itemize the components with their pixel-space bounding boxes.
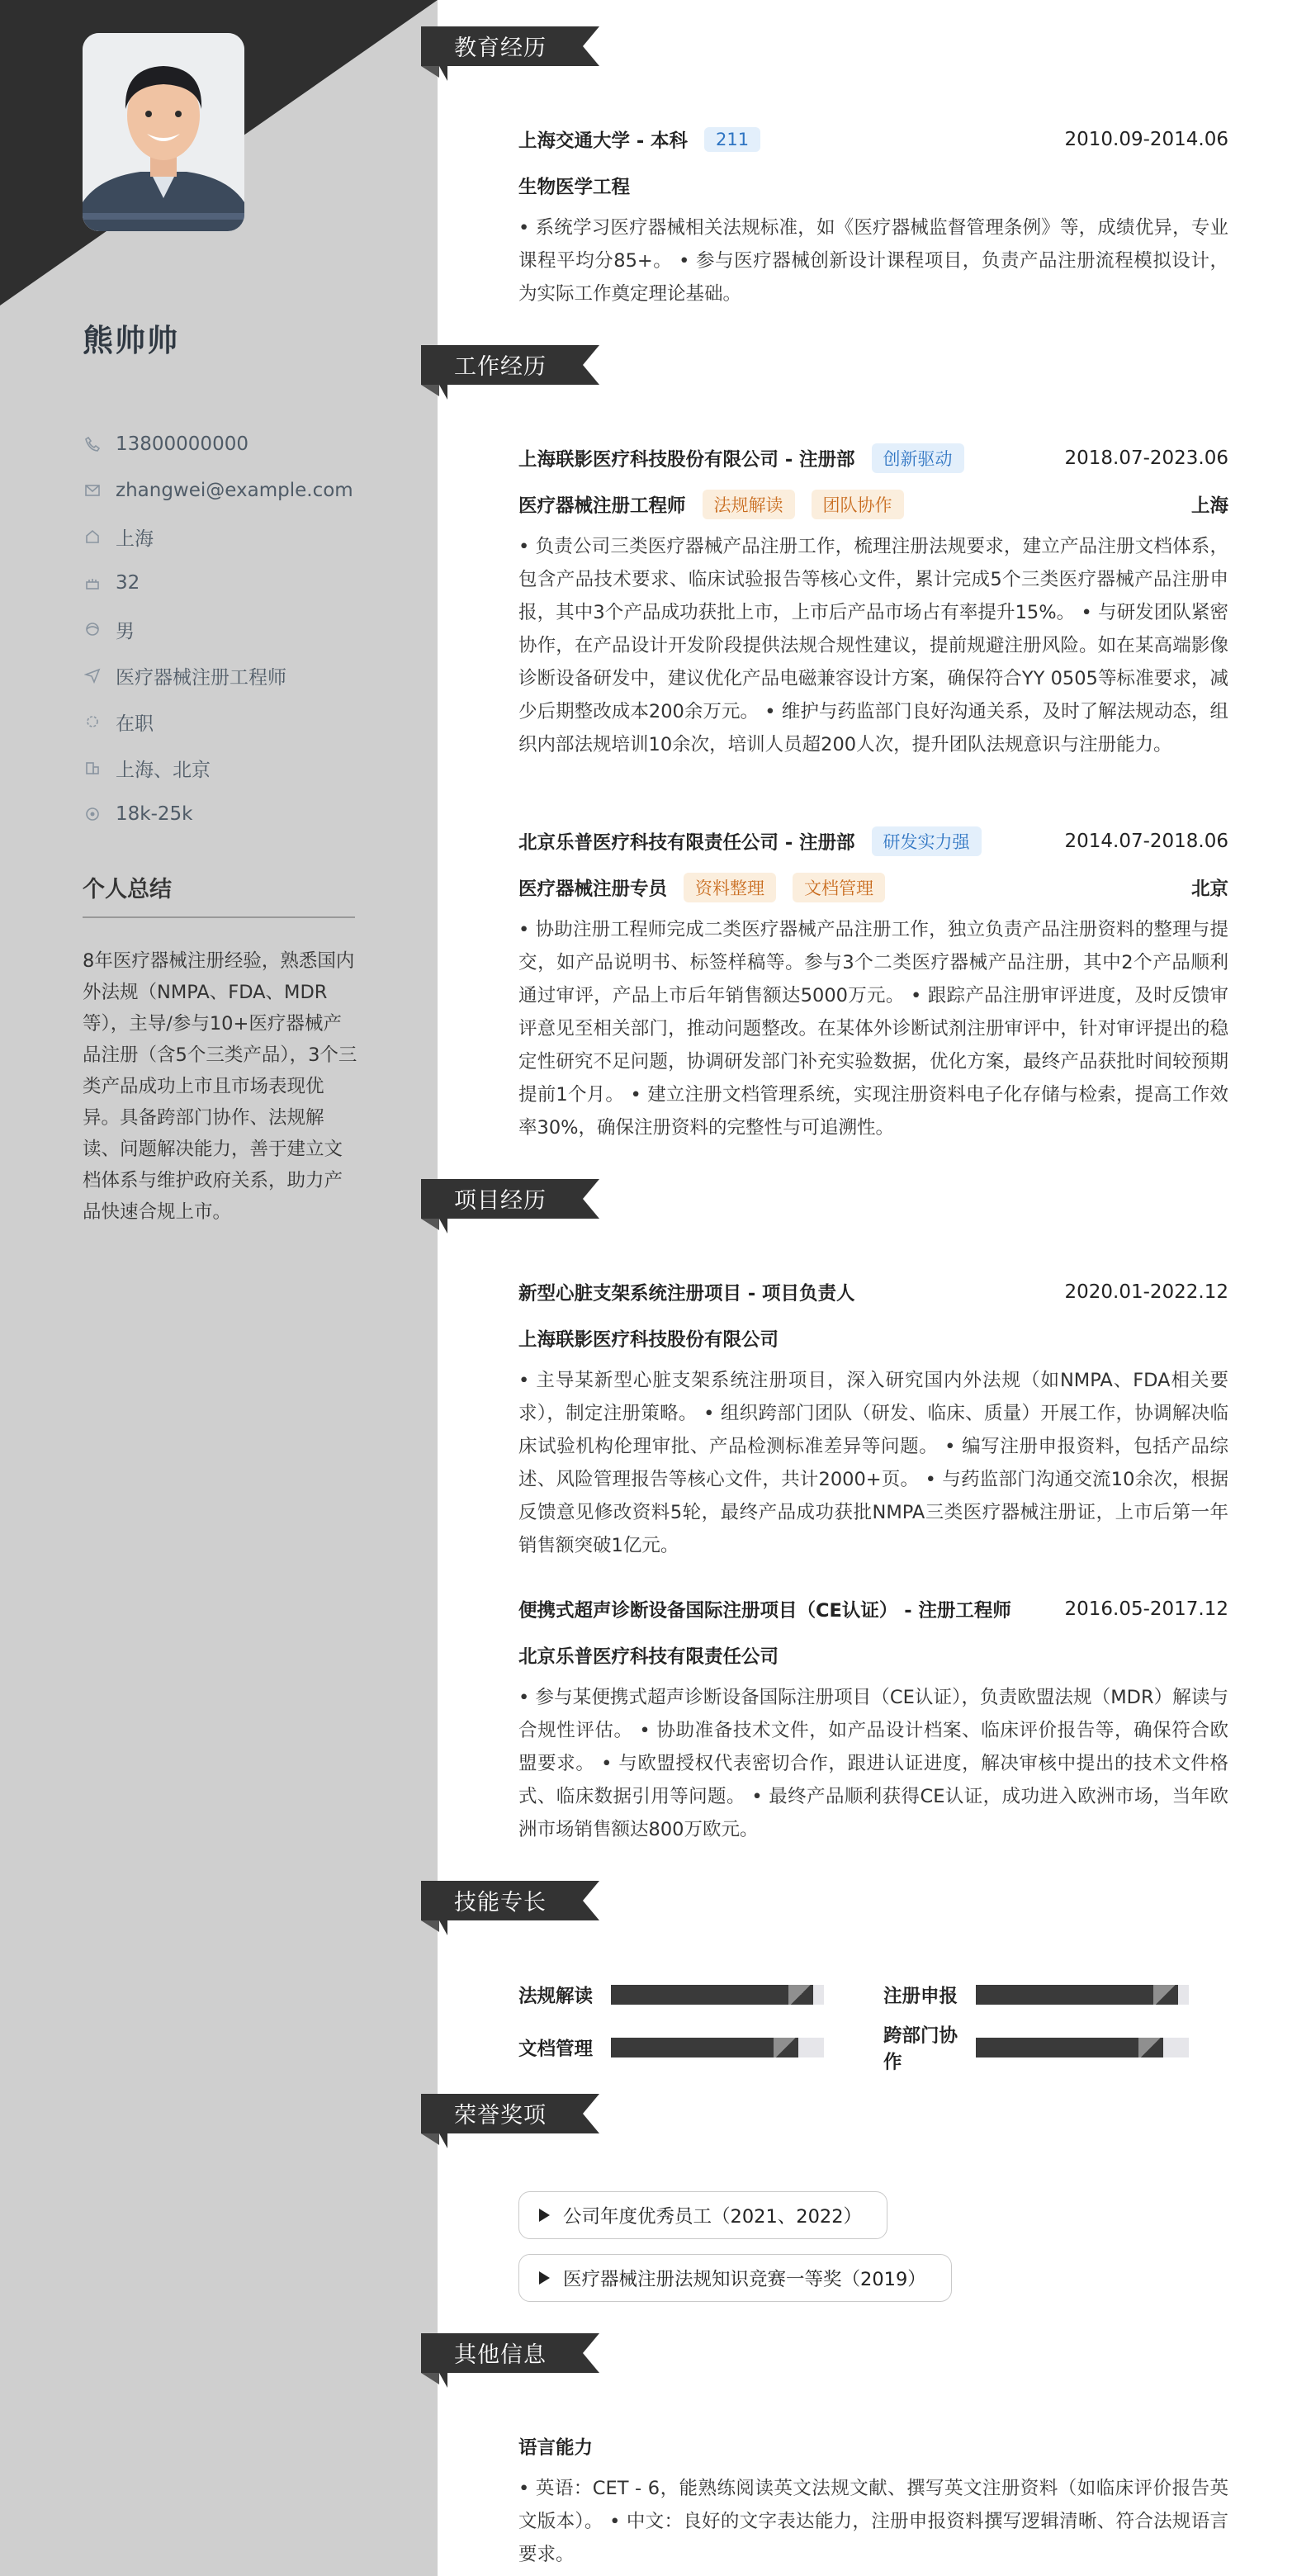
work-role: 医疗器械注册专员 xyxy=(518,878,668,900)
skill-bar-fill xyxy=(611,2038,798,2057)
contact-cities xyxy=(83,745,353,791)
project-entry-2 xyxy=(518,1593,1228,1846)
triangle-bullet-icon xyxy=(539,2271,550,2285)
skill-bar xyxy=(976,1985,1189,2005)
contact-position xyxy=(83,652,353,698)
work-company-tag: 创新驱动 xyxy=(872,443,964,473)
language-desc: • 英语：CET - 6，能熟练阅读英文法规文献、撰写英文注册资料（如临床评价报告英文版本）。 • 中文：良好的文字表达能力，注册申报资料撰写逻辑清晰、符合法规语言要求。 xyxy=(518,2478,1228,2565)
skill-bar-tip xyxy=(1153,1985,1178,2005)
work-desc: • 负责公司三类医疗器械产品注册工作，梳理注册法规要求，建立产品注册文档体系，包含产品技术要求、临床试验报告等核心文件，累计完成5个三类医疗器械产品注册申报，其中3个产品成功获批上市，上市后产品市场占有率提升15%。 • 与研发团队紧密协作，在产品设计开发阶段提供法规合规性建议，提前规避注册风险。如在某高端影像诊断设备研发中，建议优化产品电磁兼容设计方案，确保符合YY 0505等标准要求，减少后期整改成本200余万元。 • 维护与药监部门良好沟通关系，及时了解法规动态，组织内部法规培训10余次，培训人员超200人次，提升团队法规意识与注册能力。 xyxy=(518,536,1228,755)
skill-name: 跨部门协作 xyxy=(883,2025,958,2073)
position-text: 医疗器械注册工程师 xyxy=(116,666,286,689)
section-header-education xyxy=(421,18,603,84)
contact-location xyxy=(83,514,353,560)
education-school: 上海交通大学 - 本科 xyxy=(518,130,689,152)
contact-age xyxy=(83,560,353,606)
skill-bar xyxy=(976,2038,1189,2057)
location-text: 上海 xyxy=(116,528,154,550)
education-tag: 211 xyxy=(704,127,760,152)
avatar xyxy=(83,33,244,231)
candidate-name: 熊帅帅 xyxy=(83,323,179,358)
skill-bar-fill xyxy=(976,1985,1178,2005)
gender-text: 男 xyxy=(116,620,135,642)
email-icon xyxy=(83,481,102,500)
project-title: 便携式超声诊断设备国际注册项目（CE认证） - 注册工程师 xyxy=(518,1600,1011,1622)
section-header-projects xyxy=(421,1171,603,1237)
project-org: 上海联影医疗科技股份有限公司 xyxy=(518,1329,779,1351)
section-title-projects: 项目经历 xyxy=(454,1188,547,1214)
skill-item xyxy=(883,2025,1189,2073)
skill-name: 文档管理 xyxy=(518,2039,594,2060)
project-desc: • 主导某新型心脏支架系统注册项目，深入研究国内外法规（如NMPA、FDA相关要求），制定注册策略。 • 组织跨部门团队（研发、临床、质量）开展工作，协调解决临床试验机构伦理审批、产品检测标准差异等问题。 • 编写注册申报资料，包括产品综述、风险管理报告等核心文件，共计2000+页。 • 与药监部门沟通交流10余次，根据反馈意见修改资料5轮，最终产品成功获批NMPA三类医疗器械注册证，上市后第一年销售额突破1亿元。 xyxy=(518,1370,1228,1556)
contact-email xyxy=(83,467,353,514)
send-icon xyxy=(83,665,102,685)
home-icon xyxy=(83,527,102,547)
other-language xyxy=(518,2431,1228,2571)
project-date: 2016.05-2017.12 xyxy=(1064,1598,1228,1620)
age-text: 32 xyxy=(116,572,140,594)
work-city: 上海 xyxy=(1190,495,1228,517)
phone-text: 13800000000 xyxy=(116,433,248,455)
education-desc: • 系统学习医疗器械相关法规标准，如《医疗器械监督管理条例》等，成绩优异，专业课程平均分85+。 • 参与医疗器械创新设计课程项目，负责产品注册流程模拟设计，为实际工作奠定理论基础。 xyxy=(518,217,1228,305)
contact-list xyxy=(83,421,353,837)
project-date: 2020.01-2022.12 xyxy=(1064,1281,1228,1303)
skill-bar-fill xyxy=(976,2038,1163,2057)
phone-icon xyxy=(83,434,102,454)
skill-item xyxy=(518,2033,824,2062)
section-title-skills: 技能专长 xyxy=(454,1890,547,1915)
email-text: zhangwei@example.com xyxy=(116,480,353,501)
skill-name: 注册申报 xyxy=(883,1986,958,2007)
award-text: 医疗器械注册法规知识竞赛一等奖（2019） xyxy=(563,2269,926,2290)
work-desc: • 协助注册工程师完成二类医疗器械产品注册工作，独立负责产品注册资料的整理与提交，如产品说明书、标签样稿等。参与3个二类医疗器械产品注册，其中2个产品顺利通过审评，产品上市后年销售额达5000万元。 • 跟踪产品注册审评进度，及时反馈审评意见至相关部门，推动问题整改。在某体外诊断试剂注册审评中，针对审评提出的稳定性研究不足问题，协调研发部门补充实验数据，优化方案，最终产品获批时间较预期提前1个月。 • 建立注册文档管理系统，实现注册资料电子化存储与检索，提高工作效率30%，确保注册资料的完整性与可追溯性。 xyxy=(518,919,1228,1139)
skill-bar xyxy=(611,2038,824,2057)
skill-item xyxy=(883,1980,1189,2010)
award-item xyxy=(518,2191,887,2239)
section-title-awards: 荣誉奖项 xyxy=(454,2103,547,2129)
project-title: 新型心脏支架系统注册项目 - 项目负责人 xyxy=(518,1283,855,1305)
section-title-work: 工作经历 xyxy=(454,354,547,380)
language-title: 语言能力 xyxy=(518,2437,594,2459)
summary-text: 8年医疗器械注册经验，熟悉国内外法规（NMPA、FDA、MDR等），主导/参与10+医疗器械产品注册（含5个三类产品），3个三类产品成功上市且市场表现优异。具备跨部门协作、法规解读、问题解决能力，善于建立文档体系与维护政府关系，助力产品快速合规上市。 xyxy=(83,950,357,1223)
status-text: 在职 xyxy=(116,713,154,735)
contact-salary xyxy=(83,791,353,837)
section-header-other xyxy=(421,2325,603,2391)
age-icon xyxy=(83,573,102,593)
triangle-bullet-icon xyxy=(539,2209,550,2222)
work-entry-1 xyxy=(518,443,1228,761)
work-role-tag: 资料整理 xyxy=(684,873,776,902)
award-item xyxy=(518,2254,952,2302)
summary-title: 个人总结 xyxy=(83,871,355,918)
project-entry-1 xyxy=(518,1276,1228,1562)
skill-bar-fill xyxy=(611,1985,813,2005)
section-title-education: 教育经历 xyxy=(454,36,547,61)
skill-name: 法规解读 xyxy=(518,1986,594,2007)
skill-bar xyxy=(611,1985,824,2005)
section-header-work xyxy=(421,337,603,403)
contact-gender xyxy=(83,606,353,652)
work-date: 2014.07-2018.06 xyxy=(1064,831,1228,852)
skill-bar-tip xyxy=(1138,2038,1163,2057)
project-desc: • 参与某便携式超声诊断设备国际注册项目（CE认证），负责欧盟法规（MDR）解读与合规性评估。 • 协助准备技术文件，如产品设计档案、临床评价报告等，确保符合欧盟要求。 • 与欧盟授权代表密切合作，跟进认证进度，解决审核中提出的技术文件格式、临床数据引用等问题。 • 最终产品顺利获得CE认证，成功进入欧洲市场，当年欧洲市场销售额达800万欧元。 xyxy=(518,1687,1228,1840)
work-role: 医疗器械注册工程师 xyxy=(518,495,686,517)
skill-bar-tip xyxy=(788,1985,813,2005)
section-header-skills xyxy=(421,1873,603,1939)
sidebar xyxy=(0,0,438,2576)
contact-phone xyxy=(83,421,353,467)
work-role-tag: 法规解读 xyxy=(703,490,795,519)
education-major: 生物医学工程 xyxy=(518,177,631,198)
education-date: 2010.09-2014.06 xyxy=(1064,129,1228,150)
status-icon xyxy=(83,712,102,732)
work-company-tag: 研发实力强 xyxy=(872,826,982,856)
work-company: 北京乐普医疗科技有限责任公司 - 注册部 xyxy=(518,832,855,854)
project-org: 北京乐普医疗科技有限责任公司 xyxy=(518,1646,779,1668)
salary-text: 18k-25k xyxy=(116,803,193,825)
salary-icon xyxy=(83,804,102,824)
section-title-other: 其他信息 xyxy=(454,2342,547,2368)
skill-bar-tip xyxy=(774,2038,798,2057)
award-text: 公司年度优秀员工（2021、2022） xyxy=(563,2206,863,2228)
work-company: 上海联影医疗科技股份有限公司 - 注册部 xyxy=(518,449,855,471)
gender-icon xyxy=(83,619,102,639)
city-icon xyxy=(83,758,102,778)
contact-status xyxy=(83,698,353,745)
work-role-tag: 团队协作 xyxy=(812,490,904,519)
cities-text: 上海、北京 xyxy=(116,759,211,781)
section-header-awards xyxy=(421,2086,603,2152)
work-city: 北京 xyxy=(1190,878,1228,900)
work-date: 2018.07-2023.06 xyxy=(1064,447,1228,469)
skill-item xyxy=(518,1980,824,2010)
work-entry-2 xyxy=(518,826,1228,1144)
work-role-tag: 文档管理 xyxy=(793,873,885,902)
education-entry xyxy=(518,124,1228,310)
